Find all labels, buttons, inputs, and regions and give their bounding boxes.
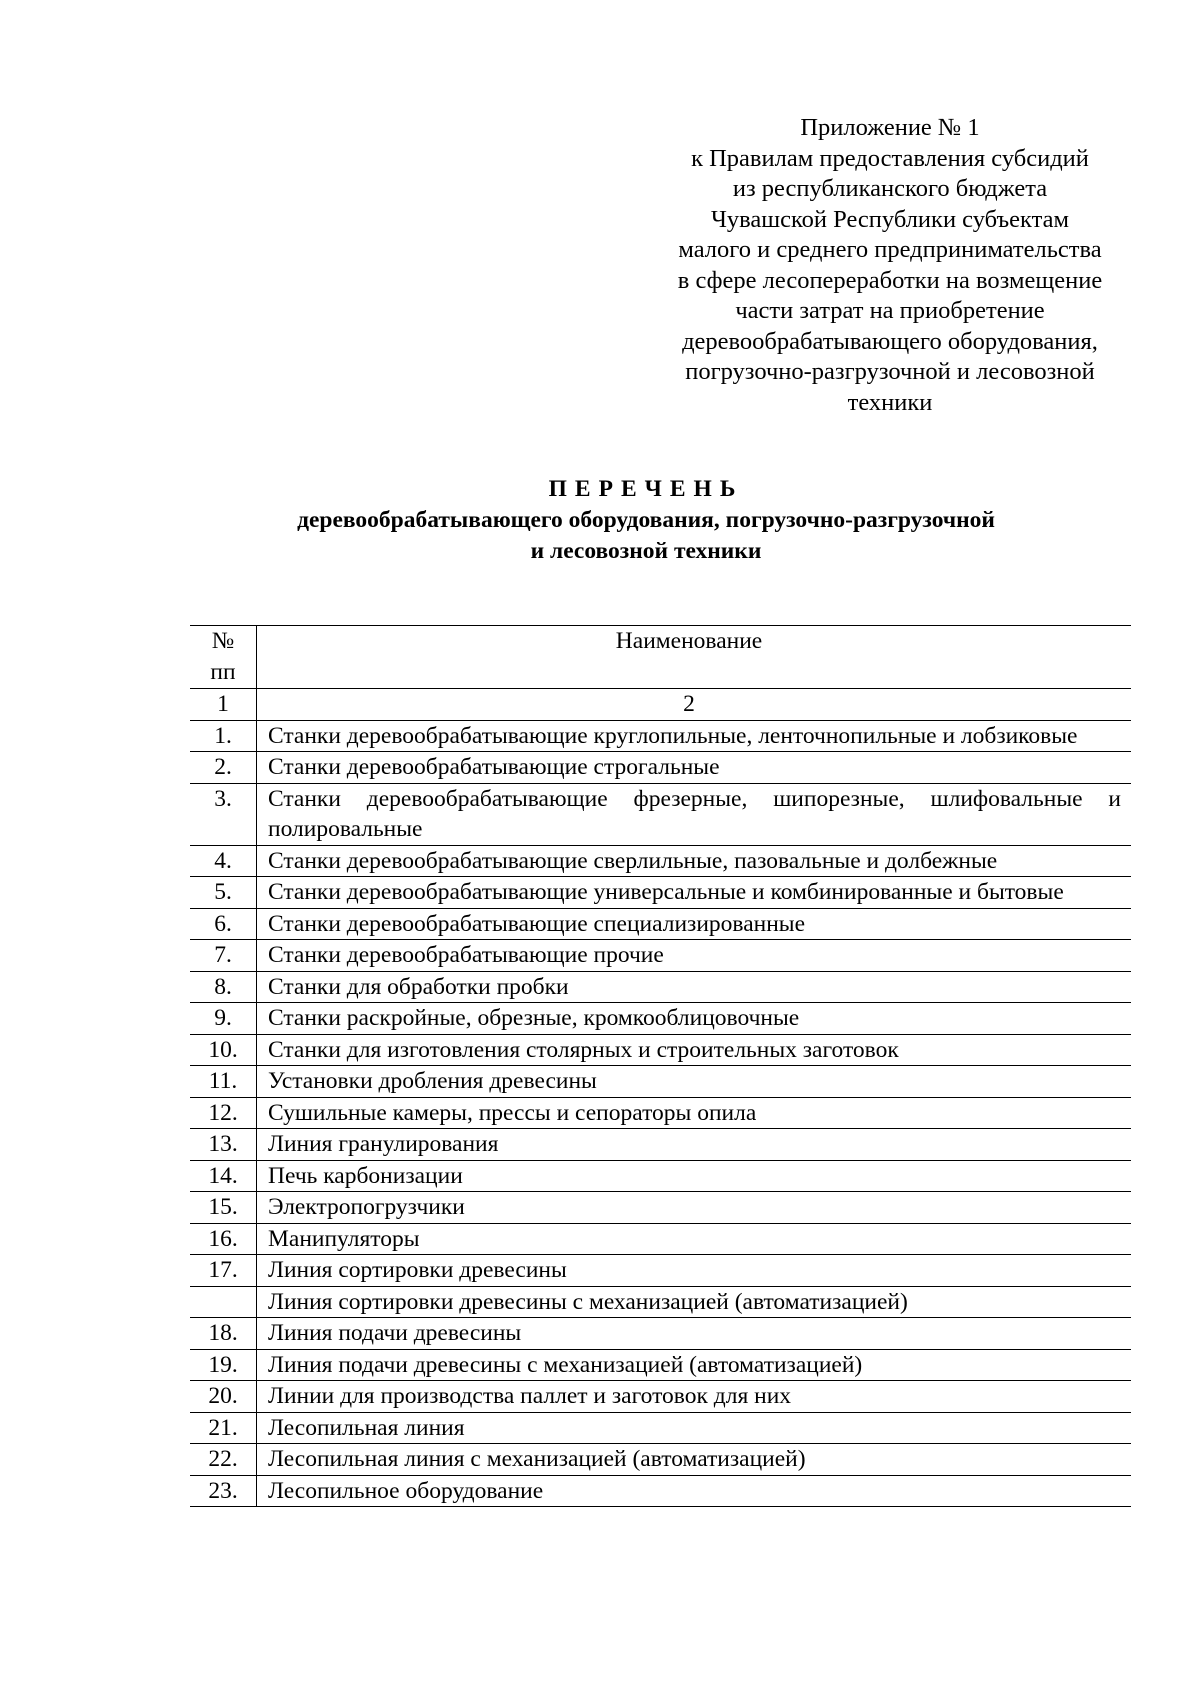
row-name: Лесопильная линия с механизацией (автоматизацией) xyxy=(257,1444,1132,1476)
row-name: Линия подачи древесины с механизацией (автоматизацией) xyxy=(257,1349,1132,1381)
row-name: Станки деревообрабатывающие прочие xyxy=(257,940,1132,972)
appendix-line: к Правилам предоставления субсидий xyxy=(691,144,1089,172)
row-number: 10. xyxy=(190,1034,257,1066)
table-row xyxy=(190,971,1131,1003)
row-number xyxy=(190,1286,257,1318)
column-index-2: 2 xyxy=(257,689,1132,721)
row-number: 22. xyxy=(190,1444,257,1476)
row-number: 16. xyxy=(190,1223,257,1255)
table-row xyxy=(190,1475,1131,1507)
table-row xyxy=(190,783,1131,845)
appendix-line: техники xyxy=(847,388,933,416)
row-number: 1. xyxy=(190,720,257,752)
table-row xyxy=(190,940,1131,972)
row-number: 15. xyxy=(190,1192,257,1224)
table-row xyxy=(190,877,1131,909)
row-name: Печь карбонизации xyxy=(257,1160,1132,1192)
header-number-abbr: пп xyxy=(210,658,236,685)
header-number-cell xyxy=(190,626,257,689)
row-name: Станки для изготовления столярных и строительных заготовок xyxy=(257,1034,1132,1066)
appendix-line: из республиканского бюджета xyxy=(732,175,1048,202)
row-name: Станки раскройные, обрезные, кромкооблицовочные xyxy=(257,1003,1132,1035)
header-number-symbol: № xyxy=(211,628,235,654)
row-number: 8. xyxy=(190,971,257,1003)
row-name: Линия сортировки древесины с механизацией (автоматизацией) xyxy=(257,1286,1132,1318)
document-subtitle-line2: и лесовозной техники xyxy=(530,538,762,564)
row-name: Манипуляторы xyxy=(257,1223,1132,1255)
row-name: Станки деревообрабатывающие круглопильные, ленточнопильные и лобзиковые xyxy=(257,720,1132,752)
row-name: Станки деревообрабатывающие строгальные xyxy=(257,752,1132,784)
row-name: Линии для производства паллет и заготовок для них xyxy=(257,1381,1132,1413)
row-number: 4. xyxy=(190,845,257,877)
row-number: 20. xyxy=(190,1381,257,1413)
row-number: 18. xyxy=(190,1318,257,1350)
row-number: 3. xyxy=(190,783,257,845)
appendix-line: части затрат на приобретение xyxy=(735,297,1045,324)
table-row xyxy=(190,1003,1131,1035)
appendix-line: малого и среднего предпринимательства xyxy=(678,236,1102,263)
row-number: 12. xyxy=(190,1097,257,1129)
document-subtitle-line1: деревообрабатывающего оборудования, погрузочно-разгрузочной xyxy=(297,507,995,533)
table-row xyxy=(190,1129,1131,1161)
table-row xyxy=(190,845,1131,877)
table-header-row xyxy=(190,626,1131,689)
row-name: Линия подачи древесины xyxy=(257,1318,1132,1350)
row-number: 23. xyxy=(190,1475,257,1507)
table-row xyxy=(190,1097,1131,1129)
row-name: Линия сортировки древесины xyxy=(257,1255,1132,1287)
table-row xyxy=(190,1223,1131,1255)
appendix-line: Чувашской Республики субъектам xyxy=(710,205,1070,233)
table-row xyxy=(190,1160,1131,1192)
row-name: Линия гранулирования xyxy=(257,1129,1132,1161)
table-row xyxy=(190,1255,1131,1287)
row-number: 9. xyxy=(190,1003,257,1035)
appendix-line: погрузочно-разгрузочной и лесовозной xyxy=(685,358,1095,385)
row-number: 13. xyxy=(190,1129,257,1161)
appendix-line: деревообрабатывающего оборудования, xyxy=(682,327,1098,355)
row-name: Установки дробления древесины xyxy=(257,1066,1132,1098)
header-name-cell: Наименование xyxy=(257,626,1132,689)
table-row xyxy=(190,1444,1131,1476)
column-index-row xyxy=(190,689,1131,721)
row-name: Лесопильная линия xyxy=(257,1412,1132,1444)
row-number: 5. xyxy=(190,877,257,909)
row-number: 11. xyxy=(190,1066,257,1098)
row-number: 7. xyxy=(190,940,257,972)
row-number: 14. xyxy=(190,1160,257,1192)
row-number: 2. xyxy=(190,752,257,784)
row-name: Лесопильное оборудование xyxy=(257,1475,1132,1507)
table-row xyxy=(190,1034,1131,1066)
row-number: 6. xyxy=(190,908,257,940)
table-row xyxy=(190,908,1131,940)
document-heading xyxy=(0,474,1200,567)
row-name: Электропогрузчики xyxy=(257,1192,1132,1224)
equipment-table xyxy=(190,625,1131,1507)
appendix-line: Приложение № 1 xyxy=(800,114,980,141)
row-number: 19. xyxy=(190,1349,257,1381)
document-title: ПЕРЕЧЕНЬ xyxy=(548,476,744,502)
row-name: Станки для обработки пробки xyxy=(257,971,1132,1003)
table-row xyxy=(190,1286,1131,1318)
table-row xyxy=(190,1349,1131,1381)
table-row xyxy=(190,1412,1131,1444)
row-name: Станки деревообрабатывающие фрезерные, шипорезные, шлифовальные и полировальные xyxy=(257,783,1132,845)
row-number: 17. xyxy=(190,1255,257,1287)
table-row xyxy=(190,720,1131,752)
table-row xyxy=(190,1318,1131,1350)
table-row xyxy=(190,1192,1131,1224)
table-row xyxy=(190,1066,1131,1098)
column-index-1: 1 xyxy=(190,689,257,721)
row-name: Сушильные камеры, прессы и сепораторы опила xyxy=(257,1097,1132,1129)
appendix-block xyxy=(640,113,1140,418)
row-number: 21. xyxy=(190,1412,257,1444)
row-name: Станки деревообрабатывающие специализированные xyxy=(257,908,1132,940)
appendix-line: в сфере лесопереработки на возмещение xyxy=(677,266,1103,294)
row-name: Станки деревообрабатывающие универсальные и комбинированные и бытовые xyxy=(257,877,1132,909)
row-name: Станки деревообрабатывающие сверлильные, пазовальные и долбежные xyxy=(257,845,1132,877)
table-row xyxy=(190,1381,1131,1413)
table-row xyxy=(190,752,1131,784)
